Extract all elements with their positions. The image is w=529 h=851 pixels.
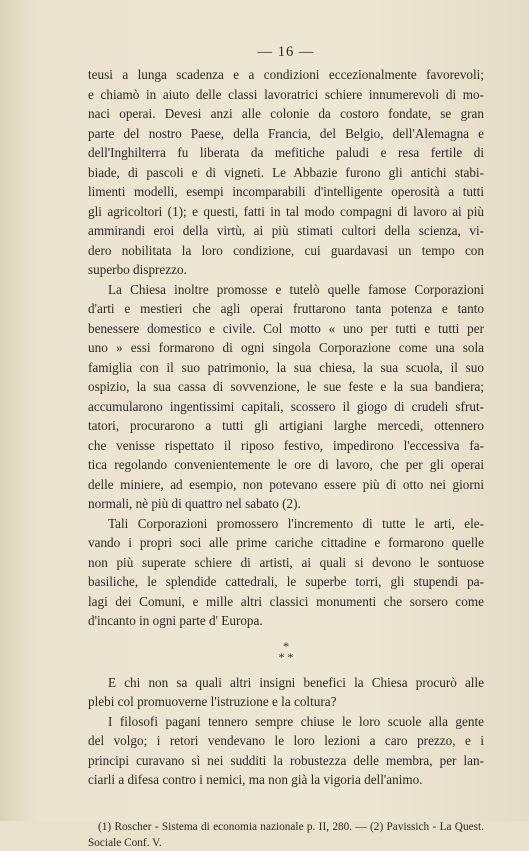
- text-line: famiglia con il suo patrimonio, la sua chiesa, la sua scuola, il suo: [88, 359, 484, 375]
- text-line: del volgo; i retori vendevano le loro lezioni a caro prezzo, e i: [88, 733, 484, 748]
- body-text: [88, 65, 484, 851]
- text-line: plebi col promuoverne l'istruzione e la coltura?: [88, 694, 337, 709]
- footnote-line: (1) Roscher - Sistema di economia nazionale p. II, 280. — (2) Pavissich - La Quest.: [98, 820, 484, 833]
- footnotes: [88, 819, 484, 851]
- text-line: parte del nostro Paese, della Francia, del Belgio, dell'Alemagna e: [88, 125, 484, 141]
- text-line: dero nobilitata la loro condizione, cui guardavasi un tempo con: [88, 242, 484, 258]
- text-line: teusi a lunga scadenza e a condizioni eccezionalmente favorevoli;: [88, 67, 484, 82]
- text-line: E chi non sa quali altri insigni benefici la Chiesa procurò alle: [108, 674, 484, 690]
- text-line: gli agricoltori (1); e questi, fatti in tal modo compagni di lavoro ai più: [88, 203, 484, 219]
- text-line: naci operai. Devesi anzi alle colonie da costoro fondate, se gran: [88, 106, 484, 121]
- text-line: La Chiesa inoltre promosse e tutelò quelle famose Corporazioni: [108, 281, 484, 297]
- paragraph-3: [88, 514, 484, 631]
- text-line: d'incanto in ogni parte d' Europa.: [88, 613, 263, 628]
- text-line: tica regolando convenientemente le ore di lavoro, che per gli operai: [88, 457, 484, 472]
- paragraph-1: [88, 65, 484, 280]
- text-line: biade, di pascoli e di vigneti. Le Abbazie furono gli antichi stabi-: [88, 164, 484, 180]
- text-line: normali, nè più di quattro nel sabato (2).: [88, 496, 301, 511]
- text-line: dell'Inghilterra fu liberata da mefitiche paludi e resa fertile di: [88, 145, 484, 160]
- paragraph-2: [88, 280, 484, 514]
- section-separator: [88, 638, 484, 664]
- text-line: superbo disprezzo.: [88, 262, 187, 277]
- text-line: che venisse rispettato il riposo festivo, impedirono l'eccessiva fa-: [88, 437, 484, 453]
- page-number: — 16 —: [257, 44, 315, 60]
- text-line: vando i propri soci alle prime cariche cittadine e formarono quelle: [88, 535, 484, 550]
- text-line: tatori, procurarono a tutti gli artigiani larghe mercedi, ottennero: [88, 418, 484, 433]
- text-line: ciarli a difesa contro i nemici, ma non già la vigoria dell'animo.: [88, 772, 423, 787]
- text-line: Tali Corporazioni promossero l'incremento di tutte le arti, ele-: [108, 515, 484, 531]
- text-line: uno » essi formarono di ogni singola Corporazione come una sola: [88, 340, 484, 355]
- text-line: ammirandi eroi della virtù, ai più stimati cultori della scienza, vi-: [88, 223, 484, 238]
- text-line: accumularono ingentissimi capitali, scossero il giogo di crudeli sfrut-: [88, 398, 484, 414]
- asterism-bottom: * *: [278, 649, 294, 664]
- text-line: basiliche, le splendide cattedrali, le superbe torri, gli stupendi pa-: [88, 574, 484, 589]
- paragraph-5: [88, 712, 484, 790]
- text-line: principi curavano sì nei sudditi la robustezza delle membra, per lan-: [88, 752, 484, 768]
- text-line: ospizio, la sua cassa di sovvenzione, le sue feste e la sua bandiera;: [88, 379, 484, 394]
- text-line: delle miniere, ad esempio, non potevano essere più di otto nei giorni: [88, 476, 484, 492]
- text-line: d'arti e mestieri che agli operai fruttarono tanta potenza e tanto: [88, 301, 484, 316]
- asterism-top: *: [283, 638, 289, 653]
- text-line: non più superate schiere di artisti, ai quali si devono le sontuose: [88, 554, 484, 570]
- text-line: lagi dei Comuni, e mille altri classici monumenti che sorsero come: [88, 593, 484, 609]
- text-line: e chiamò in aiuto delle classi lavoratrici schiere innumerevoli di mo-: [88, 86, 484, 102]
- text-line: I filosofi pagani tennero sempre chiuse le loro scuole alla gente: [108, 713, 484, 729]
- footnote-line: Sociale Conf. V.: [88, 836, 162, 849]
- paragraph-4: [88, 673, 484, 712]
- text-line: limenti modelli, esempi incomparabili d'intelligente operosità a tutti: [88, 184, 484, 199]
- text-line: benessere domestico e civile. Col motto « uno per tutti e tutti per: [88, 320, 484, 336]
